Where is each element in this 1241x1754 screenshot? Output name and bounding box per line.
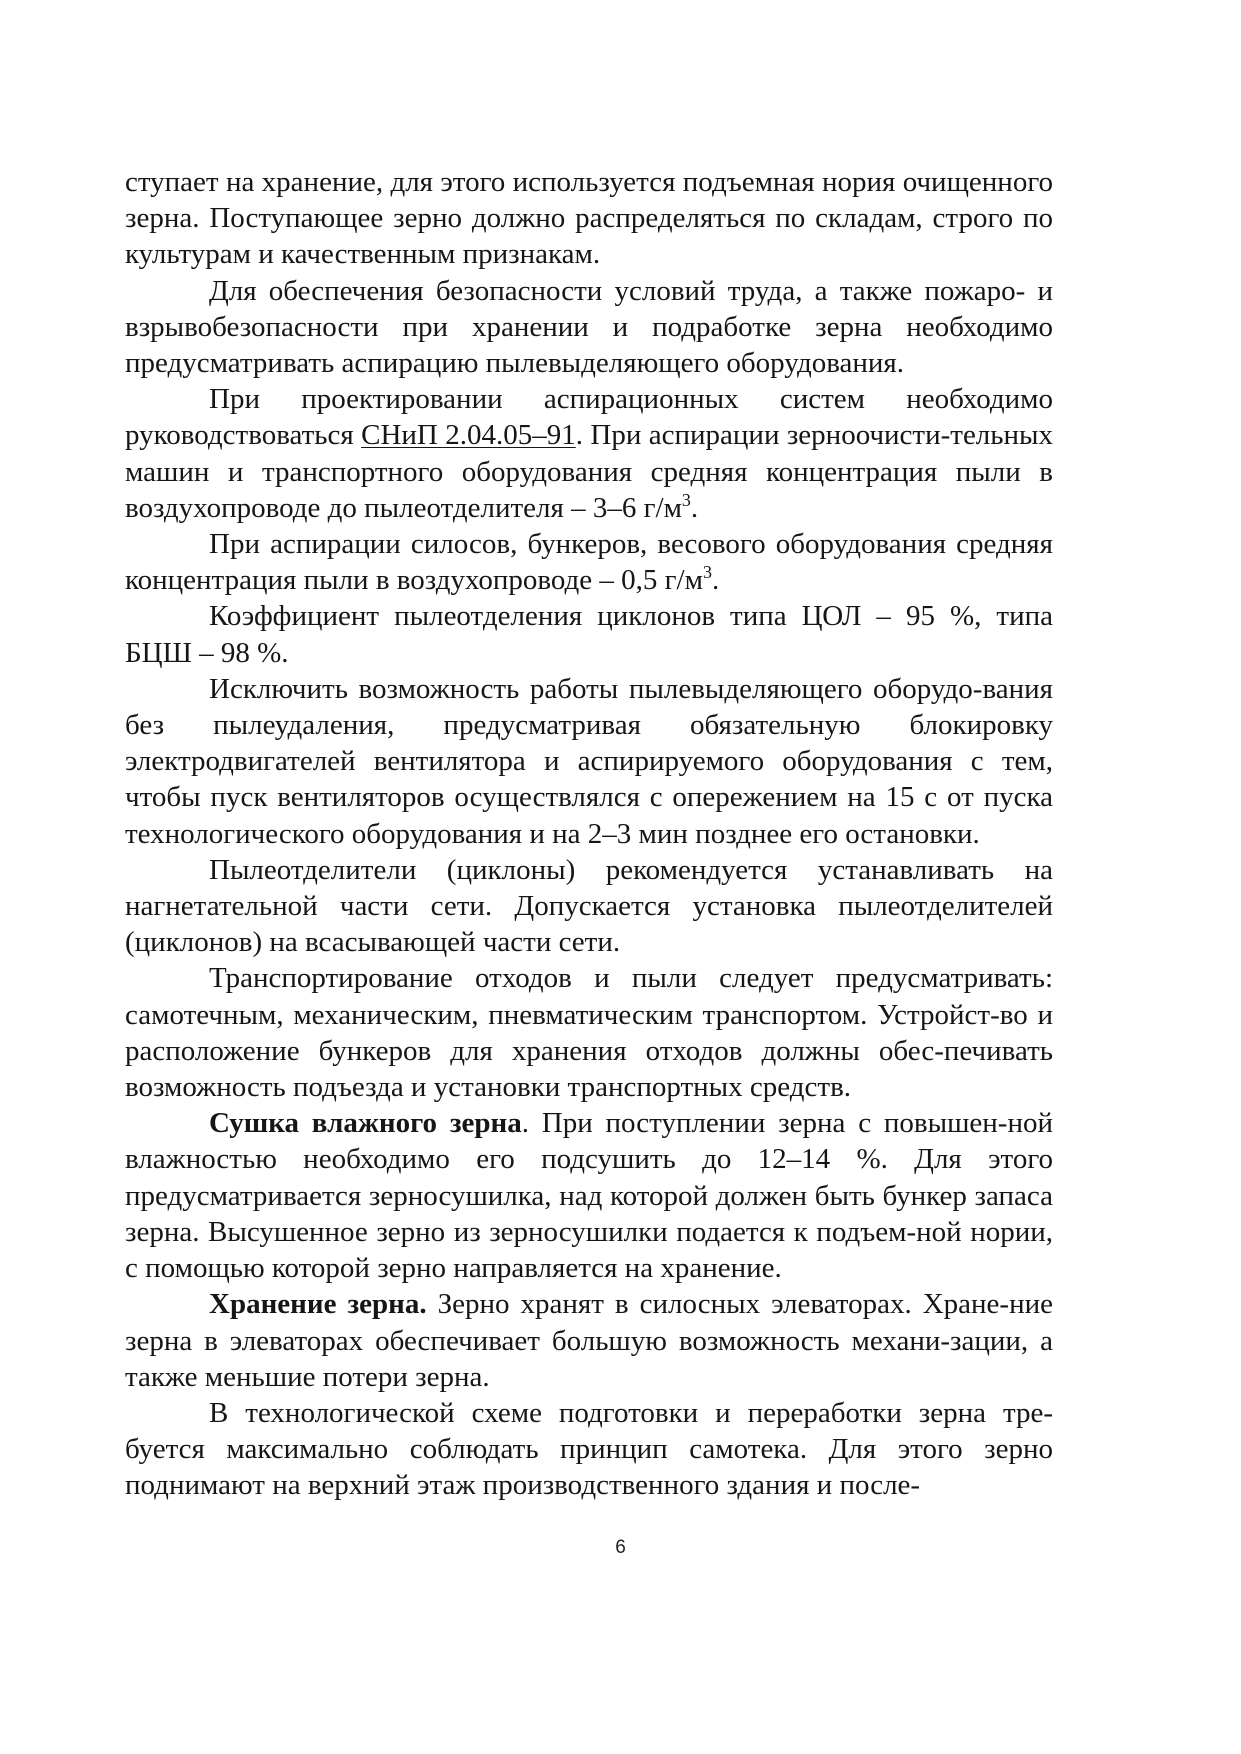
paragraph-cyclone-coefficient <box>125 598 1053 670</box>
paragraph-continuation <box>125 164 1053 273</box>
snip-reference: СНиП 2.04.05–91 <box>361 419 576 452</box>
paragraph-silos-aspiration <box>125 526 1053 598</box>
paragraph-grain-drying <box>125 1105 1053 1286</box>
section-heading: Сушка влажного зерна <box>209 1107 522 1140</box>
body-text <box>125 164 1053 1504</box>
paragraph-text: . При аспирации зерноочисти-тельных машин и транспортного оборудования средняя концентрация пыли в воздухопроводе до пылеотделителя – 3–6 г/м <box>125 419 1054 524</box>
superscript: 3 <box>681 489 691 510</box>
paragraph-text: Пылеотделители (циклоны) рекомендуется устанавливать на нагнетательной части сети. Допускается установка пылеотделителей (циклонов) на всасывающей части сети. <box>125 853 1053 959</box>
paragraph-text: Исключить возможность работы пылевыделяющего оборудо-вания без пылеудаления, предусматривая обязательную блокировку электродвигателей вентилятора и аспирируемого оборудования с тем, чтобы пуск вентиляторов осуществлялся с опережением на 15 с от пуска технологического оборудования и на 2–3 мин позднее его остановки. <box>125 672 1053 850</box>
paragraph-aspiration-design <box>125 381 1053 526</box>
section-heading: Хранение зерна. <box>209 1288 427 1321</box>
paragraph-text: Для обеспечения безопасности условий труда, а также пожаро- и взрывобезопасности при хранении и подработке зерна необходимо предусматривать аспирацию пылевыделяющего оборудования. <box>125 274 1053 380</box>
paragraph-text: Зерно хранят в силосных элеваторах. Хране-ние зерна в элеваторах обеспечивает большую возможность механи-зации, а также меньшие потери зерна. <box>125 1288 1053 1393</box>
paragraph-text: . <box>711 564 720 597</box>
paragraph-cyclone-placement <box>125 852 1053 961</box>
paragraph-text: Транспортирование отходов и пыли следует предусматривать: самотечным, механическим, пневматическим транспортом. Устройст-во и расположение бункеров для хранения отходов должны обес-печивать возможность подъезда и установки транспортных средств. <box>125 962 1053 1104</box>
paragraph-safety <box>125 273 1053 382</box>
superscript: 3 <box>702 562 712 583</box>
paragraph-text: При проектировании аспирационных систем необходимо руководствоваться <box>125 383 1053 452</box>
paragraph-grain-storage <box>125 1286 1053 1395</box>
paragraph-text: При аспирации силосов, бункеров, весового оборудования средняя концентрация пыли в воздухопроводе – 0,5 г/м <box>125 528 1053 597</box>
paragraph-gravity-principle <box>125 1395 1053 1504</box>
paragraph-text: Коэффициент пылеотделения циклонов типа ЦОЛ – 95 %, типа БЦШ – 98 %. <box>125 600 1053 669</box>
paragraph-text: . <box>690 491 699 524</box>
paragraph-text: ступает на хранение, для этого используется подъемная нория очищенного зерна. Поступающее зерно должно распределяться по складам, строго по культурам и качественным признакам. <box>125 166 1053 271</box>
paragraph-waste-transport <box>125 960 1053 1105</box>
paragraph-interlock <box>125 671 1053 852</box>
page-number: 6 <box>615 1537 626 1558</box>
paragraph-text: В технологической схеме подготовки и переработки зерна тре-буется максимально соблюдать принцип самотека. Для этого зерно поднимают на верхний этаж производственного здания и после- <box>125 1396 1053 1502</box>
paragraph-text: . При поступлении зерна с повышен-ной влажностью необходимо его подсушить до 12–14 %. Для этого предусматривается зерносушилка, над которой должен быть бункер запаса зерна. Высушенное зерно из зерносушилки подается к подъем-ной нории, с помощью которой зерно направляется на хранение. <box>125 1107 1053 1285</box>
